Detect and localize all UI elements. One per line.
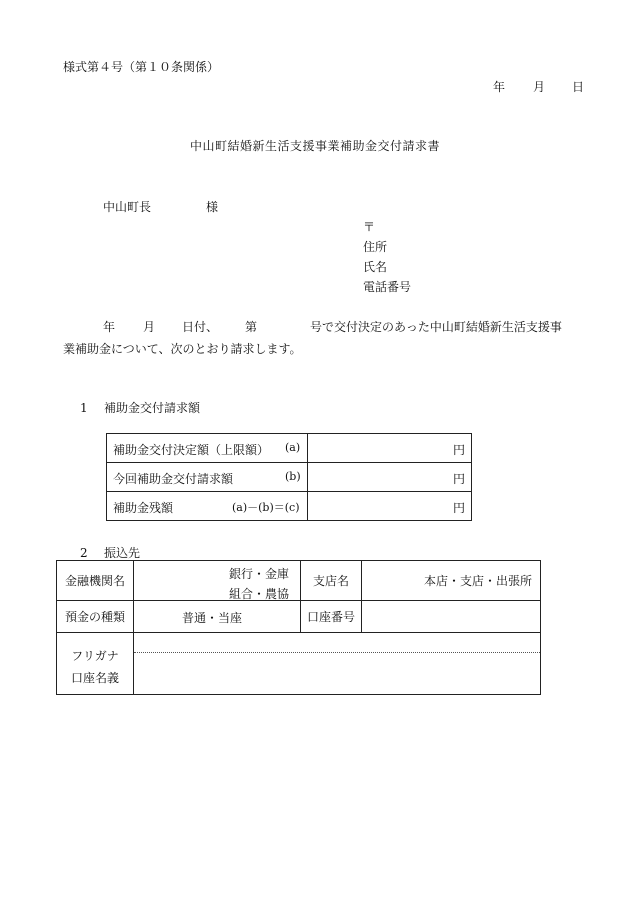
bank-type-options (229, 564, 289, 604)
requested-amount-label: 今回補助金交付請求額 (113, 472, 234, 486)
branch-name-field[interactable] (362, 561, 541, 601)
account-holder-field[interactable] (134, 633, 541, 695)
phone-label: 電話番号 (363, 280, 412, 294)
name-label: 氏名 (363, 260, 388, 274)
date-day-label: 日 (572, 80, 585, 94)
bank-type-line-1: 銀行・金庫 (229, 567, 290, 581)
address-label: 住所 (363, 240, 388, 254)
remaining-amount-formula: (a)－(b)＝(c) (232, 501, 300, 514)
date-line (0, 78, 630, 94)
decided-amount-label-cell (107, 434, 308, 463)
section1-heading (80, 399, 200, 416)
branch-name-label: 支店名 (301, 561, 362, 601)
addressee-honorific: 様 (206, 200, 219, 214)
account-holder-label: 口座名義 (70, 670, 119, 685)
requested-amount-label-cell (107, 463, 308, 492)
requested-amount-field[interactable] (308, 463, 472, 492)
addressee-name: 中山町長 (103, 200, 152, 214)
bank-name-field[interactable] (134, 561, 301, 601)
date-year-label: 年 (493, 80, 506, 94)
body-year: 年 (103, 320, 116, 334)
document-title: 中山町結婚新生活支援事業補助金交付請求書 (189, 139, 440, 153)
decided-amount-label: 補助金交付決定額（上限額） (113, 443, 270, 457)
section2-number: 2 (80, 546, 88, 560)
body-day: 日付、 (182, 320, 219, 334)
section2-title: 振込先 (104, 546, 141, 560)
form-number: 様式第４号（第１０条関係） (63, 60, 220, 74)
decided-amount-field[interactable] (308, 434, 472, 463)
branch-type-options: 本店・支店・出張所 (423, 574, 532, 588)
yen-unit: 円 (452, 443, 465, 457)
body-month: 月 (143, 320, 156, 334)
transfer-destination-table (56, 560, 541, 695)
decided-amount-mark: (a) (285, 441, 301, 454)
section1-title: 補助金交付請求額 (104, 401, 201, 415)
bank-type-line-2: 組合・農協 (229, 587, 290, 601)
furigana-label: フリガナ (71, 648, 119, 663)
table-row (107, 492, 472, 521)
table-row (107, 434, 472, 463)
deposit-type-field[interactable] (134, 601, 301, 633)
body-line1-rest: 号で交付決定のあった中山町結婚新生活支援事 (310, 320, 562, 334)
yen-unit: 円 (452, 472, 465, 486)
bank-name-label: 金融機関名 (57, 561, 134, 601)
request-text-line-2: 業補助金について、次のとおり請求します。 (63, 342, 302, 356)
request-text-line-1 (0, 318, 630, 334)
table-row (57, 633, 541, 695)
remaining-amount-field[interactable] (308, 492, 472, 521)
remaining-amount-label-cell (107, 492, 308, 521)
deposit-type-options: 普通・当座 (182, 611, 243, 625)
remaining-amount-label: 補助金残額 (113, 501, 174, 515)
yen-unit: 円 (452, 501, 465, 515)
furigana-divider (134, 652, 540, 653)
account-number-label: 口座番号 (301, 601, 362, 633)
section1-number: 1 (80, 401, 88, 415)
section2-heading (80, 544, 140, 561)
date-month-label: 月 (533, 80, 546, 94)
table-row (107, 463, 472, 492)
table-row (57, 561, 541, 601)
account-number-field[interactable] (362, 601, 541, 633)
requested-amount-mark: (b) (285, 470, 301, 483)
request-amount-table (106, 433, 472, 521)
deposit-type-label: 預金の種類 (57, 601, 134, 633)
table-row (57, 601, 541, 633)
account-holder-label-cell (57, 633, 134, 695)
postal-mark: 〒 (363, 220, 376, 234)
body-dai: 第 (245, 320, 258, 334)
